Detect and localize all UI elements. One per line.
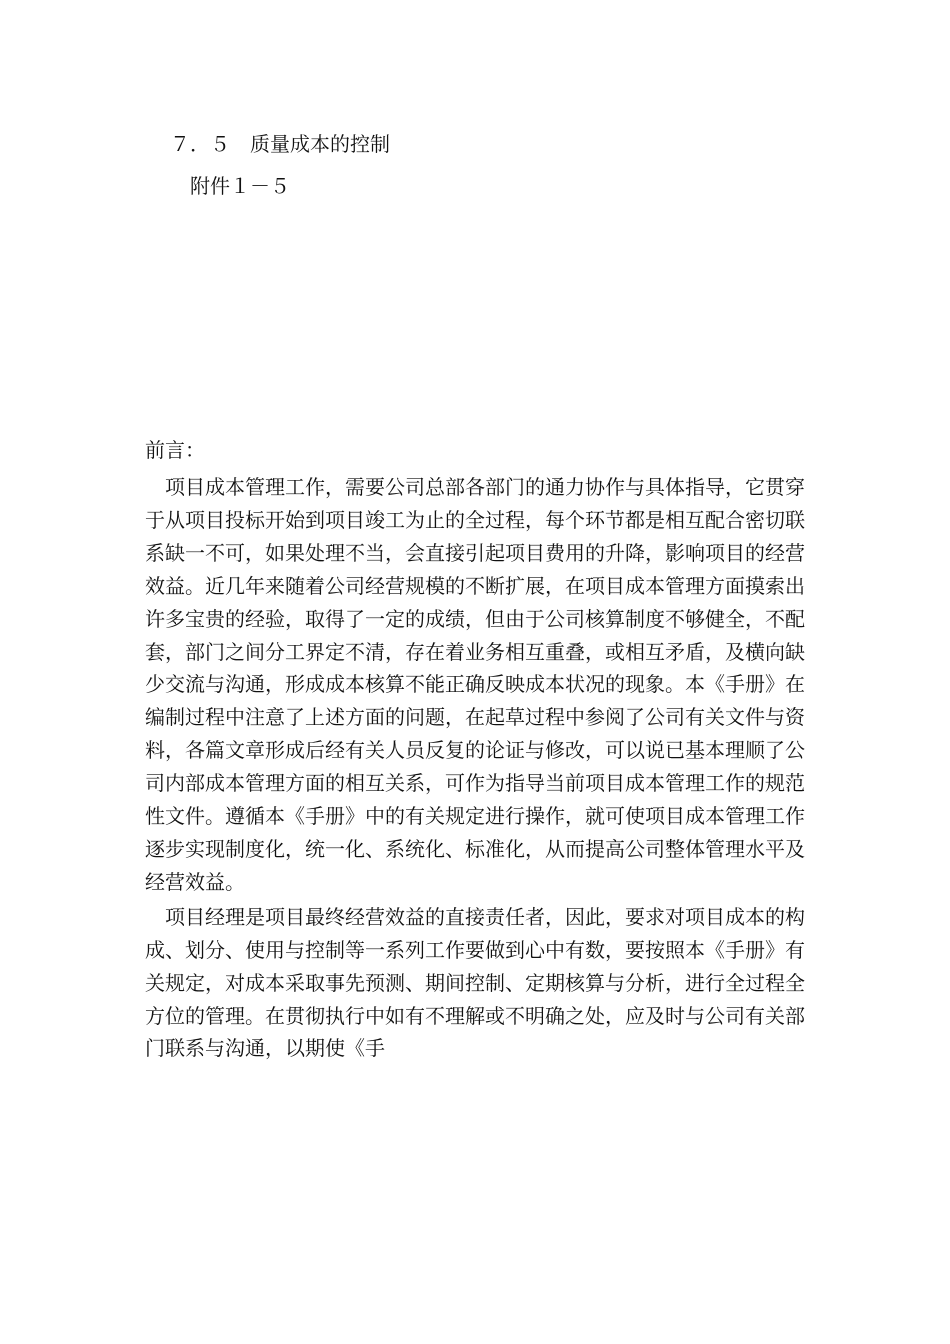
preface-paragraph-2: 项目经理是项目最终经营效益的直接责任者，因此，要求对项目成本的构成、划分、使用与控制等一系列工作要做到心中有数，要按照本《手册》有关规定，对成本采取事先预测、期间控制、定期核算与分析，进行全过程全方位的管理。在贯彻执行中如有不理解或不明确之处，应及时与公司有关部门联系与沟通，以期使《手 bbox=[145, 904, 805, 1061]
toc-entry-quality-cost-control: ７．５ 质量成本的控制 bbox=[170, 132, 390, 156]
preface-body bbox=[145, 471, 805, 1067]
preface-paragraph-1: 项目成本管理工作，需要公司总部各部门的通力协作与具体指导，它贯穿于从项目投标开始到项目竣工为止的全过程，每个环节都是相互配合密切联系缺一不可，如果处理不当，会直接引起项目费用的升降，影响项目的经营效益。近几年来随着公司经营规模的不断扩展，在项目成本管理方面摸索出许多宝贵的经验，取得了一定的成绩，但由于公司核算制度不够健全，不配套，部门之间分工界定不清，存在着业务相互重叠，或相互矛盾，及横向缺少交流与沟通，形成成本核算不能正确反映成本状况的现象。本《手册》在编制过程中注意了上述方面的问题，在起草过程中参阅了公司有关文件与资料，各篇文章形成后经有关人员反复的论证与修改，可以说已基本理顺了公司内部成本管理方面的相互关系，可作为指导当前项目成本管理工作的规范性文件。遵循本《手册》中的有关规定进行操作，就可使项目成本管理工作逐步实现制度化，统一化、系统化、标准化，从而提高公司整体管理水平及经营效益。 bbox=[145, 475, 805, 894]
toc-entry-appendix: 附件１－５ bbox=[190, 174, 290, 198]
preface-heading: 前言： bbox=[145, 438, 205, 462]
